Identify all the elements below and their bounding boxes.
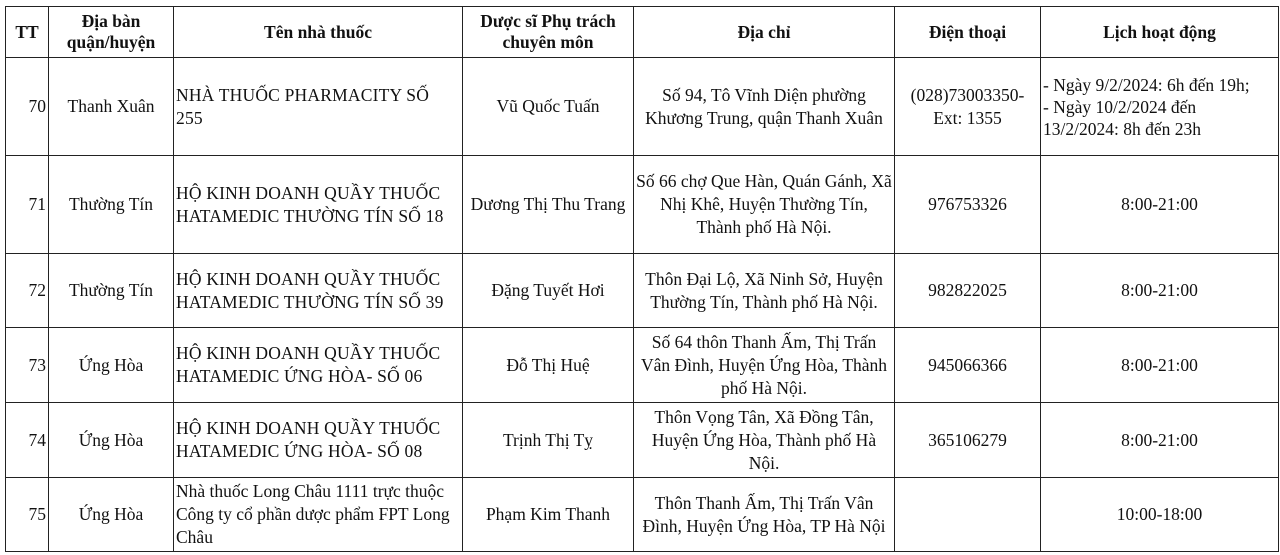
pharmacy-name-cell: NHÀ THUỐC PHARMACITY SỐ 255 xyxy=(174,58,463,156)
pharmacy-schedule-document xyxy=(5,6,1279,552)
pharmacist-cell: Đỗ Thị Huệ xyxy=(463,328,634,403)
phone-cell: 976753326 xyxy=(895,156,1041,254)
pharmacy-name-cell: HỘ KINH DOANH QUẦY THUỐC HATAMEDIC THƯỜNG TÍN SỐ 39 xyxy=(174,254,463,328)
pharmacist-cell: Dương Thị Thu Trang xyxy=(463,156,634,254)
col-header-pharmacy: Tên nhà thuốc xyxy=(174,7,463,58)
col-header-pharmacist: Dược sĩ Phụ trách chuyên môn xyxy=(463,7,634,58)
phone-cell: 982822025 xyxy=(895,254,1041,328)
pharmacy-name-cell: HỘ KINH DOANH QUẦY THUỐC HATAMEDIC THƯỜNG TÍN SỐ 18 xyxy=(174,156,463,254)
address-cell: Thôn Đại Lộ, Xã Ninh Sở, Huyện Thường Tín, Thành phố Hà Nội. xyxy=(634,254,895,328)
address-cell: Số 94, Tô Vĩnh Diện phường Khương Trung, quận Thanh Xuân xyxy=(634,58,895,156)
header-row xyxy=(6,7,1279,58)
district-cell: Ứng Hòa xyxy=(49,403,174,478)
pharmacist-cell: Trịnh Thị Tỵ xyxy=(463,403,634,478)
phone-cell xyxy=(895,478,1041,552)
district-cell: Thường Tín xyxy=(49,156,174,254)
pharmacy-name-cell: HỘ KINH DOANH QUẦY THUỐC HATAMEDIC ỨNG HÒA- SỐ 06 xyxy=(174,328,463,403)
district-cell: Thanh Xuân xyxy=(49,58,174,156)
district-cell: Thường Tín xyxy=(49,254,174,328)
phone-cell: 945066366 xyxy=(895,328,1041,403)
schedule-cell: 8:00-21:00 xyxy=(1041,156,1279,254)
col-header-phone: Điện thoại xyxy=(895,7,1041,58)
row-number: 72 xyxy=(6,254,49,328)
schedule-cell: 8:00-21:00 xyxy=(1041,328,1279,403)
pharmacy-name-cell: Nhà thuốc Long Châu 1111 trực thuộc Công ty cổ phần dược phẩm FPT Long Châu xyxy=(174,478,463,552)
schedule-cell xyxy=(1041,58,1279,156)
col-header-schedule: Lịch hoạt động xyxy=(1041,7,1279,58)
row-number: 74 xyxy=(6,403,49,478)
table-row xyxy=(6,58,1279,156)
table-row xyxy=(6,156,1279,254)
table-row xyxy=(6,478,1279,552)
address-cell: Số 64 thôn Thanh Ấm, Thị Trấn Vân Đình, Huyện Ứng Hòa, Thành phố Hà Nội. xyxy=(634,328,895,403)
pharmacy-table xyxy=(5,6,1279,552)
address-cell: Thôn Thanh Ấm, Thị Trấn Vân Đình, Huyện Ứng Hòa, TP Hà Nội xyxy=(634,478,895,552)
address-cell: Số 66 chợ Que Hàn, Quán Gánh, Xã Nhị Khê, Huyện Thường Tín, Thành phố Hà Nội. xyxy=(634,156,895,254)
col-header-district: Địa bàn quận/huyện xyxy=(49,7,174,58)
district-cell: Ứng Hòa xyxy=(49,478,174,552)
table-row xyxy=(6,254,1279,328)
pharmacist-cell: Đặng Tuyết Hơi xyxy=(463,254,634,328)
pharmacy-name-cell: HỘ KINH DOANH QUẦY THUỐC HATAMEDIC ỨNG HÒA- SỐ 08 xyxy=(174,403,463,478)
table-row xyxy=(6,403,1279,478)
schedule-line: - Ngày 9/2/2024: 6h đến 19h; xyxy=(1043,74,1250,95)
schedule-cell: 10:00-18:00 xyxy=(1041,478,1279,552)
row-number: 73 xyxy=(6,328,49,403)
row-number: 70 xyxy=(6,58,49,156)
table-row xyxy=(6,328,1279,403)
schedule-cell: 8:00-21:00 xyxy=(1041,254,1279,328)
row-number: 71 xyxy=(6,156,49,254)
pharmacist-cell: Vũ Quốc Tuấn xyxy=(463,58,634,156)
district-cell: Ứng Hòa xyxy=(49,328,174,403)
phone-cell: (028)73003350-Ext: 1355 xyxy=(895,58,1041,156)
schedule-line: 13/2/2024: 8h đến 23h xyxy=(1043,118,1201,139)
col-header-tt: TT xyxy=(6,7,49,58)
schedule-cell: 8:00-21:00 xyxy=(1041,403,1279,478)
col-header-address: Địa chỉ xyxy=(634,7,895,58)
row-number: 75 xyxy=(6,478,49,552)
address-cell: Thôn Vọng Tân, Xã Đồng Tân, Huyện Ứng Hòa, Thành phố Hà Nội. xyxy=(634,403,895,478)
phone-cell: 365106279 xyxy=(895,403,1041,478)
pharmacist-cell: Phạm Kim Thanh xyxy=(463,478,634,552)
schedule-line: - Ngày 10/2/2024 đến xyxy=(1043,96,1197,117)
